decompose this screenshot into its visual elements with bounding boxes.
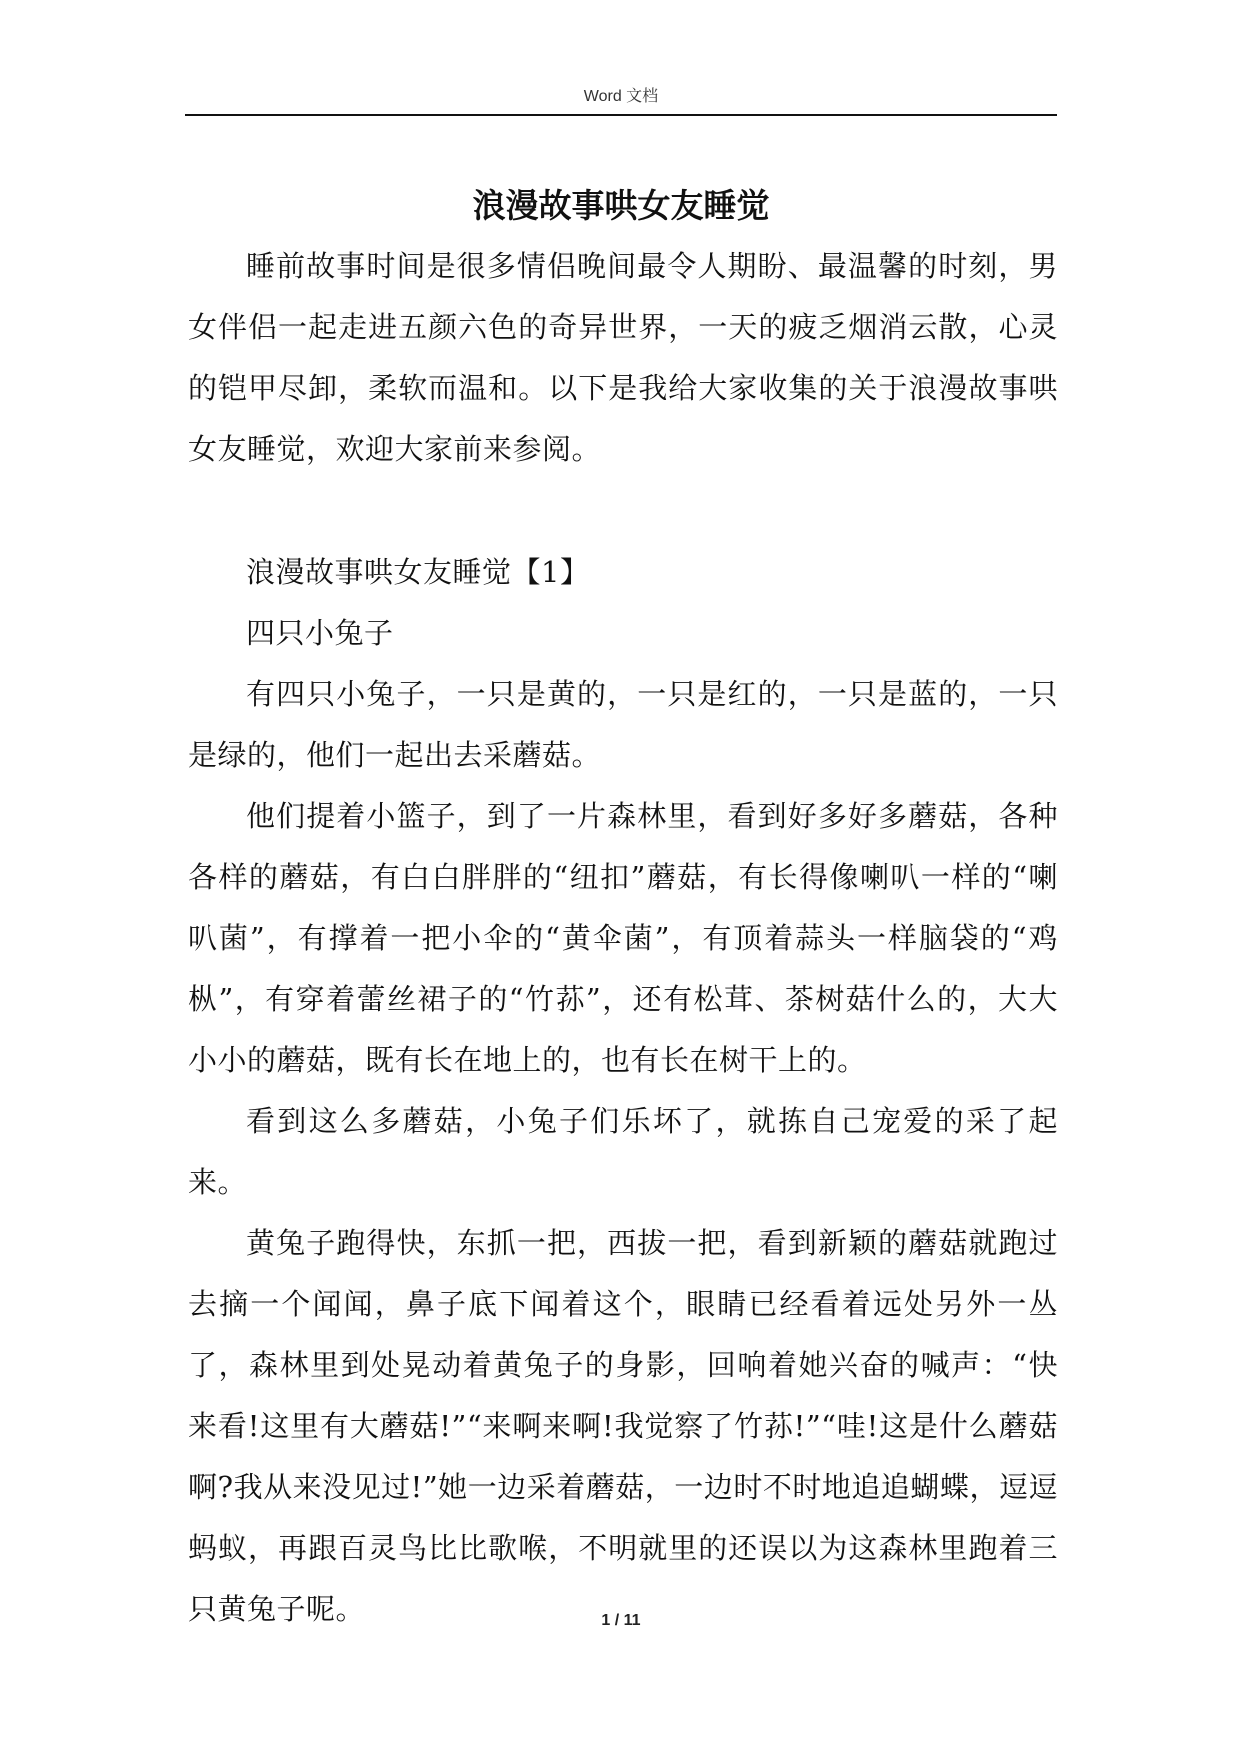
section-heading: 浪漫故事哄女友睡觉【1】 — [246, 555, 590, 589]
header-rule — [185, 114, 1057, 116]
story-paragraph: 黄兔子跑得快，东抓一把，西拔一把，看到新颖的蘑菇就跑过去摘一个闻闻，鼻子底下闻着这个，眼睛已经看着远处另外一丛了，森林里到处晃动着黄兔子的身影，回响着她兴奋的喊声：“快来看!这里有大蘑菇!”“来啊来啊!我觉察了竹荪!”“哇!这是什么蘑菇啊?我从来没见过!”她一边采着蘑菇，一边时不时地追追蝴蝶，逗逗蚂蚁，再跟百灵鸟比比歌喉，不明就里的还误以为这森林里跑着三只黄兔子呢。 — [188, 1226, 1058, 1626]
document-body — [188, 236, 1058, 1640]
page-header: Word 文档 — [583, 88, 659, 105]
paragraph-spacer — [188, 480, 1058, 542]
page-number: 1 / 11 — [601, 1612, 641, 1629]
story-paragraph: 有四只小兔子，一只是黄的，一只是红的，一只是蓝的，一只是绿的，他们一起出去采蘑菇。 — [188, 677, 1058, 772]
intro-paragraph: 睡前故事时间是很多情侣晚间最令人期盼、最温馨的时刻，男女伴侣一起走进五颜六色的奇异世界，一天的疲乏烟消云散，心灵的铠甲尽卸，柔软而温和。以下是我给大家收集的关于浪漫故事哄女友睡觉，欢迎大家前来参阅。 — [188, 249, 1058, 466]
story-title: 四只小兔子 — [246, 616, 394, 650]
document-title: 浪漫故事哄女友睡觉 — [472, 186, 770, 225]
story-paragraph: 他们提着小篮子，到了一片森林里，看到好多好多蘑菇，各种各样的蘑菇，有白白胖胖的“纽扣”蘑菇，有长得像喇叭一样的“喇叭菌”，有撑着一把小伞的“黄伞菌”，有顶着蒜头一样脑袋的“鸡枞”，有穿着蕾丝裙子的“竹荪”，还有松茸、茶树菇什么的，大大小小的蘑菇，既有长在地上的，也有长在树干上的。 — [188, 799, 1058, 1077]
story-paragraph: 看到这么多蘑菇，小兔子们乐坏了，就拣自己宠爱的采了起来。 — [188, 1104, 1058, 1199]
